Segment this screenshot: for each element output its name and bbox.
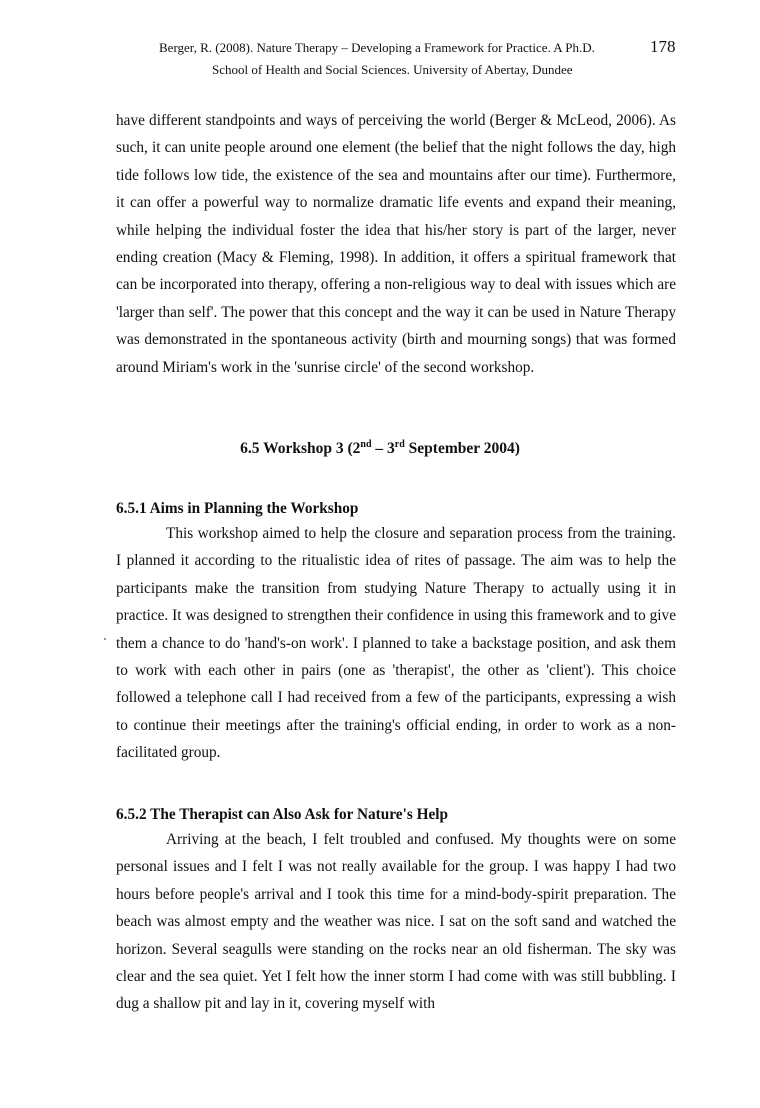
header-institution: School of Health and Social Sciences. University of Abertay, Dundee — [212, 62, 573, 77]
section-heading-middle: – 3 — [371, 440, 395, 457]
body-paragraph-1: have different standpoints and ways of perceiving the world (Berger & McLeod, 2006). As such, it can unite people around one element (the belief that the night follows the day, high tide follows low tide, the existence of the sea and mountains after our time). Furthermore, it can offer a powerful way to normalize dramatic life events and expand their meaning, while helping the individual foster the idea that his/her story is part of the larger, never ending creation (Macy & Fleming, 1998). In addition, it offers a spiritual framework that can be incorporated into therapy, offering a non-religious way to deal with issues which are 'larger than self'. The power that this concept and the way it can be used in Nature Therapy was demonstrated in the spontaneous activity (birth and mourning songs) that was formed around Miriam's work in the 'sunrise circle' of the second workshop. — [116, 112, 676, 376]
section-heading-prefix: 6.5 Workshop 3 (2 — [240, 440, 361, 457]
section-heading-suffix: September 2004) — [404, 440, 520, 457]
section-heading-sup-1: nd — [360, 438, 372, 450]
subsection-heading-2: 6.5.2 The Therapist can Also Ask for Nature's Help — [116, 806, 449, 823]
page-number: 178 — [650, 37, 676, 56]
body-paragraph-2: This workshop aimed to help the closure and separation process from the training. I planned it according to the ritualistic idea of rites of passage. The aim was to help the participants make the transition from studying Nature Therapy to actually using it in practice. It was designed to strengthen their confidence in using this framework and to give them a chance to do 'hand's-on work'. I planned to take a backstage position, and ask them to work with each other in pairs (one as 'therapist', the other as 'client'). This choice followed a telephone call I had received from a few of the participants, expressing a wish to continue their meetings after the training's official ending, in order to work as a non-facilitated group. — [116, 525, 676, 762]
subsection-heading-1: 6.5.1 Aims in Planning the Workshop — [116, 500, 359, 517]
header-citation: Berger, R. (2008). Nature Therapy – Developing a Framework for Practice. A Ph.D. — [159, 40, 595, 55]
body-paragraph-3: Arriving at the beach, I felt troubled and confused. My thoughts were on some personal issues and I felt I was not really available for the group. I was happy I had two hours before people's arrival and I took this time for a mind-body-spirit preparation. The beach was almost empty and the weather was nice. I sat on the soft sand and watched the horizon. Several seagulls were standing on the rocks near an old fisherman. The sky was clear and the sea quiet. Yet I felt how the inner storm I had come with was still bubbling. I dug a shallow pit and lay in it, covering myself with — [116, 831, 676, 1013]
section-heading — [0, 435, 760, 463]
margin-mark — [104, 638, 106, 640]
section-heading-sup-2: rd — [394, 438, 405, 450]
